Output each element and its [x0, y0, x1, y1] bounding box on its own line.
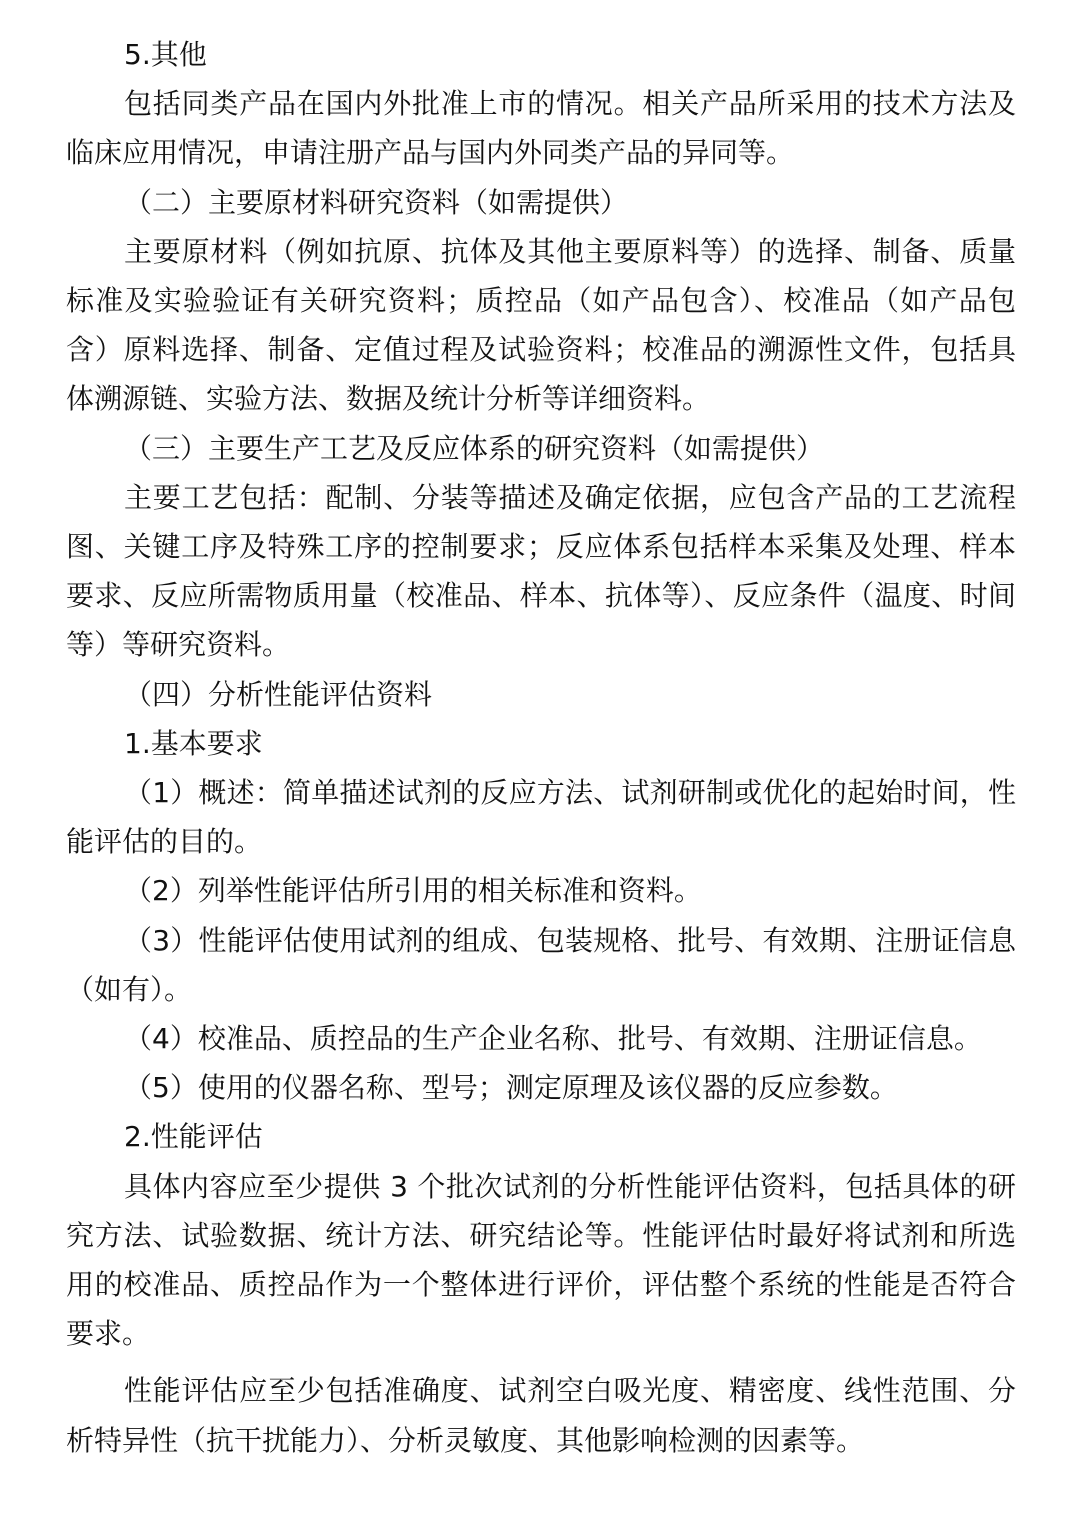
section-heading-raw-materials: （二）主要原材料研究资料（如需提供）: [124, 185, 629, 219]
list-item-standards: （2）列举性能评估所引用的相关标准和资料。: [124, 874, 702, 908]
section-heading-production-process: （三）主要生产工艺及反应体系的研究资料（如需提供）: [124, 431, 825, 465]
paragraph-similar-products: 包括同类产品在国内外批准上市的情况。相关产品所采用的技术方法及临床应用情况，申请注册产品与国内外同类产品的异同等。: [66, 87, 1016, 170]
list-item-calibrators: （4）校准品、质控品的生产企业名称、批号、有效期、注册证信息。: [124, 1022, 982, 1056]
paragraph-evaluation-items: 性能评估应至少包括准确度、试剂空白吸光度、精密度、线性范围、分析特异性（抗干扰能力）、分析灵敏度、其他影响检测的因素等。: [66, 1374, 1016, 1457]
subheading-performance-evaluation: 2.性能评估: [124, 1120, 263, 1154]
section-heading-other: 5.其他: [124, 38, 207, 71]
list-item-instruments: （5）使用的仪器名称、型号；测定原理及该仪器的反应参数。: [124, 1071, 898, 1105]
list-item-reagent-composition: （3）性能评估使用试剂的组成、包装规格、批号、有效期、注册证信息（如有）。: [66, 923, 1016, 1006]
paragraph-production-process: 主要工艺包括：配制、分装等描述及确定依据，应包含产品的工艺流程图、关键工序及特殊工序的控制要求；反应体系包括样本采集及处理、样本要求、反应所需物质用量（校准品、样本、抗体等）、反应条件（温度、时间等）等研究资料。: [66, 480, 1016, 662]
list-item-overview: （1）概述：简单描述试剂的反应方法、试剂研制或优化的起始时间，性能评估的目的。: [66, 776, 1016, 859]
paragraph-raw-materials: 主要原材料（例如抗原、抗体及其他主要原料等）的选择、制备、质量标准及实验验证有关研究资料；质控品（如产品包含）、校准品（如产品包含）原料选择、制备、定值过程及试验资料；校准品的溯源性文件，包括具体溯源链、实验方法、数据及统计分析等详细资料。: [66, 234, 1016, 416]
document-body: [66, 30, 1016, 1465]
paragraph-evaluation-content: 具体内容应至少提供 3 个批次试剂的分析性能评估资料，包括具体的研究方法、试验数据、统计方法、研究结论等。性能评估时最好将试剂和所选用的校准品、质控品作为一个整体进行评价，评估整个系统的性能是否符合要求。: [66, 1169, 1016, 1351]
subheading-basic-requirements: 1.基本要求: [124, 726, 263, 760]
section-heading-performance-evaluation: （四）分析性能评估资料: [124, 677, 433, 711]
